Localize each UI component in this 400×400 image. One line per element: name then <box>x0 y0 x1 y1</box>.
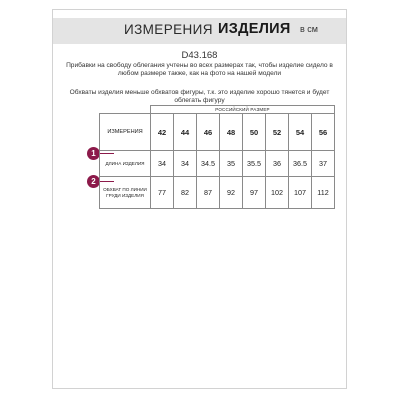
value-cell: 82 <box>174 177 197 209</box>
size-cell: 46 <box>197 114 220 151</box>
size-cell: 48 <box>220 114 243 151</box>
stretch-note: Обхваты изделия меньше обхватов фигуры, т.к. это изделие хорошо тянется и будет облегать фигуру <box>69 89 330 105</box>
value-cell: 77 <box>151 177 174 209</box>
table-header-row <box>100 106 335 114</box>
sizes-row <box>100 114 335 151</box>
value-cell: 35.5 <box>243 151 266 177</box>
size-system-header: РОССИЙСКИЙ РАЗМЕР <box>151 106 335 114</box>
value-cell: 87 <box>197 177 220 209</box>
value-cell: 92 <box>220 177 243 209</box>
size-cell: 56 <box>312 114 335 151</box>
value-cell: 36.5 <box>289 151 312 177</box>
value-cell: 107 <box>289 177 312 209</box>
value-cell: 112 <box>312 177 335 209</box>
size-cell: 52 <box>266 114 289 151</box>
size-table <box>99 105 335 209</box>
value-cell: 34.5 <box>197 151 220 177</box>
blank-corner-cell <box>100 106 151 114</box>
marker-length: 1 <box>87 147 100 160</box>
value-cell: 34 <box>151 151 174 177</box>
title-measurements: ИЗМЕРЕНИЯ <box>124 22 213 37</box>
product-code: D43.168 <box>181 50 218 61</box>
size-cell: 44 <box>174 114 197 151</box>
size-cell: 50 <box>243 114 266 151</box>
row-label-length: ДЛИНА ИЗДЕЛИЯ <box>100 151 151 177</box>
row-label-chest: ОБХВАТ ПО ЛИНИИ ГРУДИ ИЗДЕЛИЯ <box>100 177 151 209</box>
marker-chest: 2 <box>87 175 100 188</box>
value-cell: 36 <box>266 151 289 177</box>
value-cell: 34 <box>174 151 197 177</box>
value-cell: 102 <box>266 177 289 209</box>
size-cell: 42 <box>151 114 174 151</box>
size-cell: 54 <box>289 114 312 151</box>
value-cell: 35 <box>220 151 243 177</box>
title-unit: в см <box>300 24 318 34</box>
value-cell: 97 <box>243 177 266 209</box>
size-chart-sheet <box>52 9 347 389</box>
fit-note: Прибавки на свободу облегания учтены во всех размерах так, чтобы изделие сидело в любом размере также, как на фото на нашей модели <box>66 62 333 78</box>
measures-label: ИЗМЕРЕНИЯ <box>100 114 151 151</box>
value-cell: 37 <box>312 151 335 177</box>
table-row-chest <box>100 177 335 209</box>
title-product: ИЗДЕЛИЯ <box>218 21 291 37</box>
table-row-length <box>100 151 335 177</box>
